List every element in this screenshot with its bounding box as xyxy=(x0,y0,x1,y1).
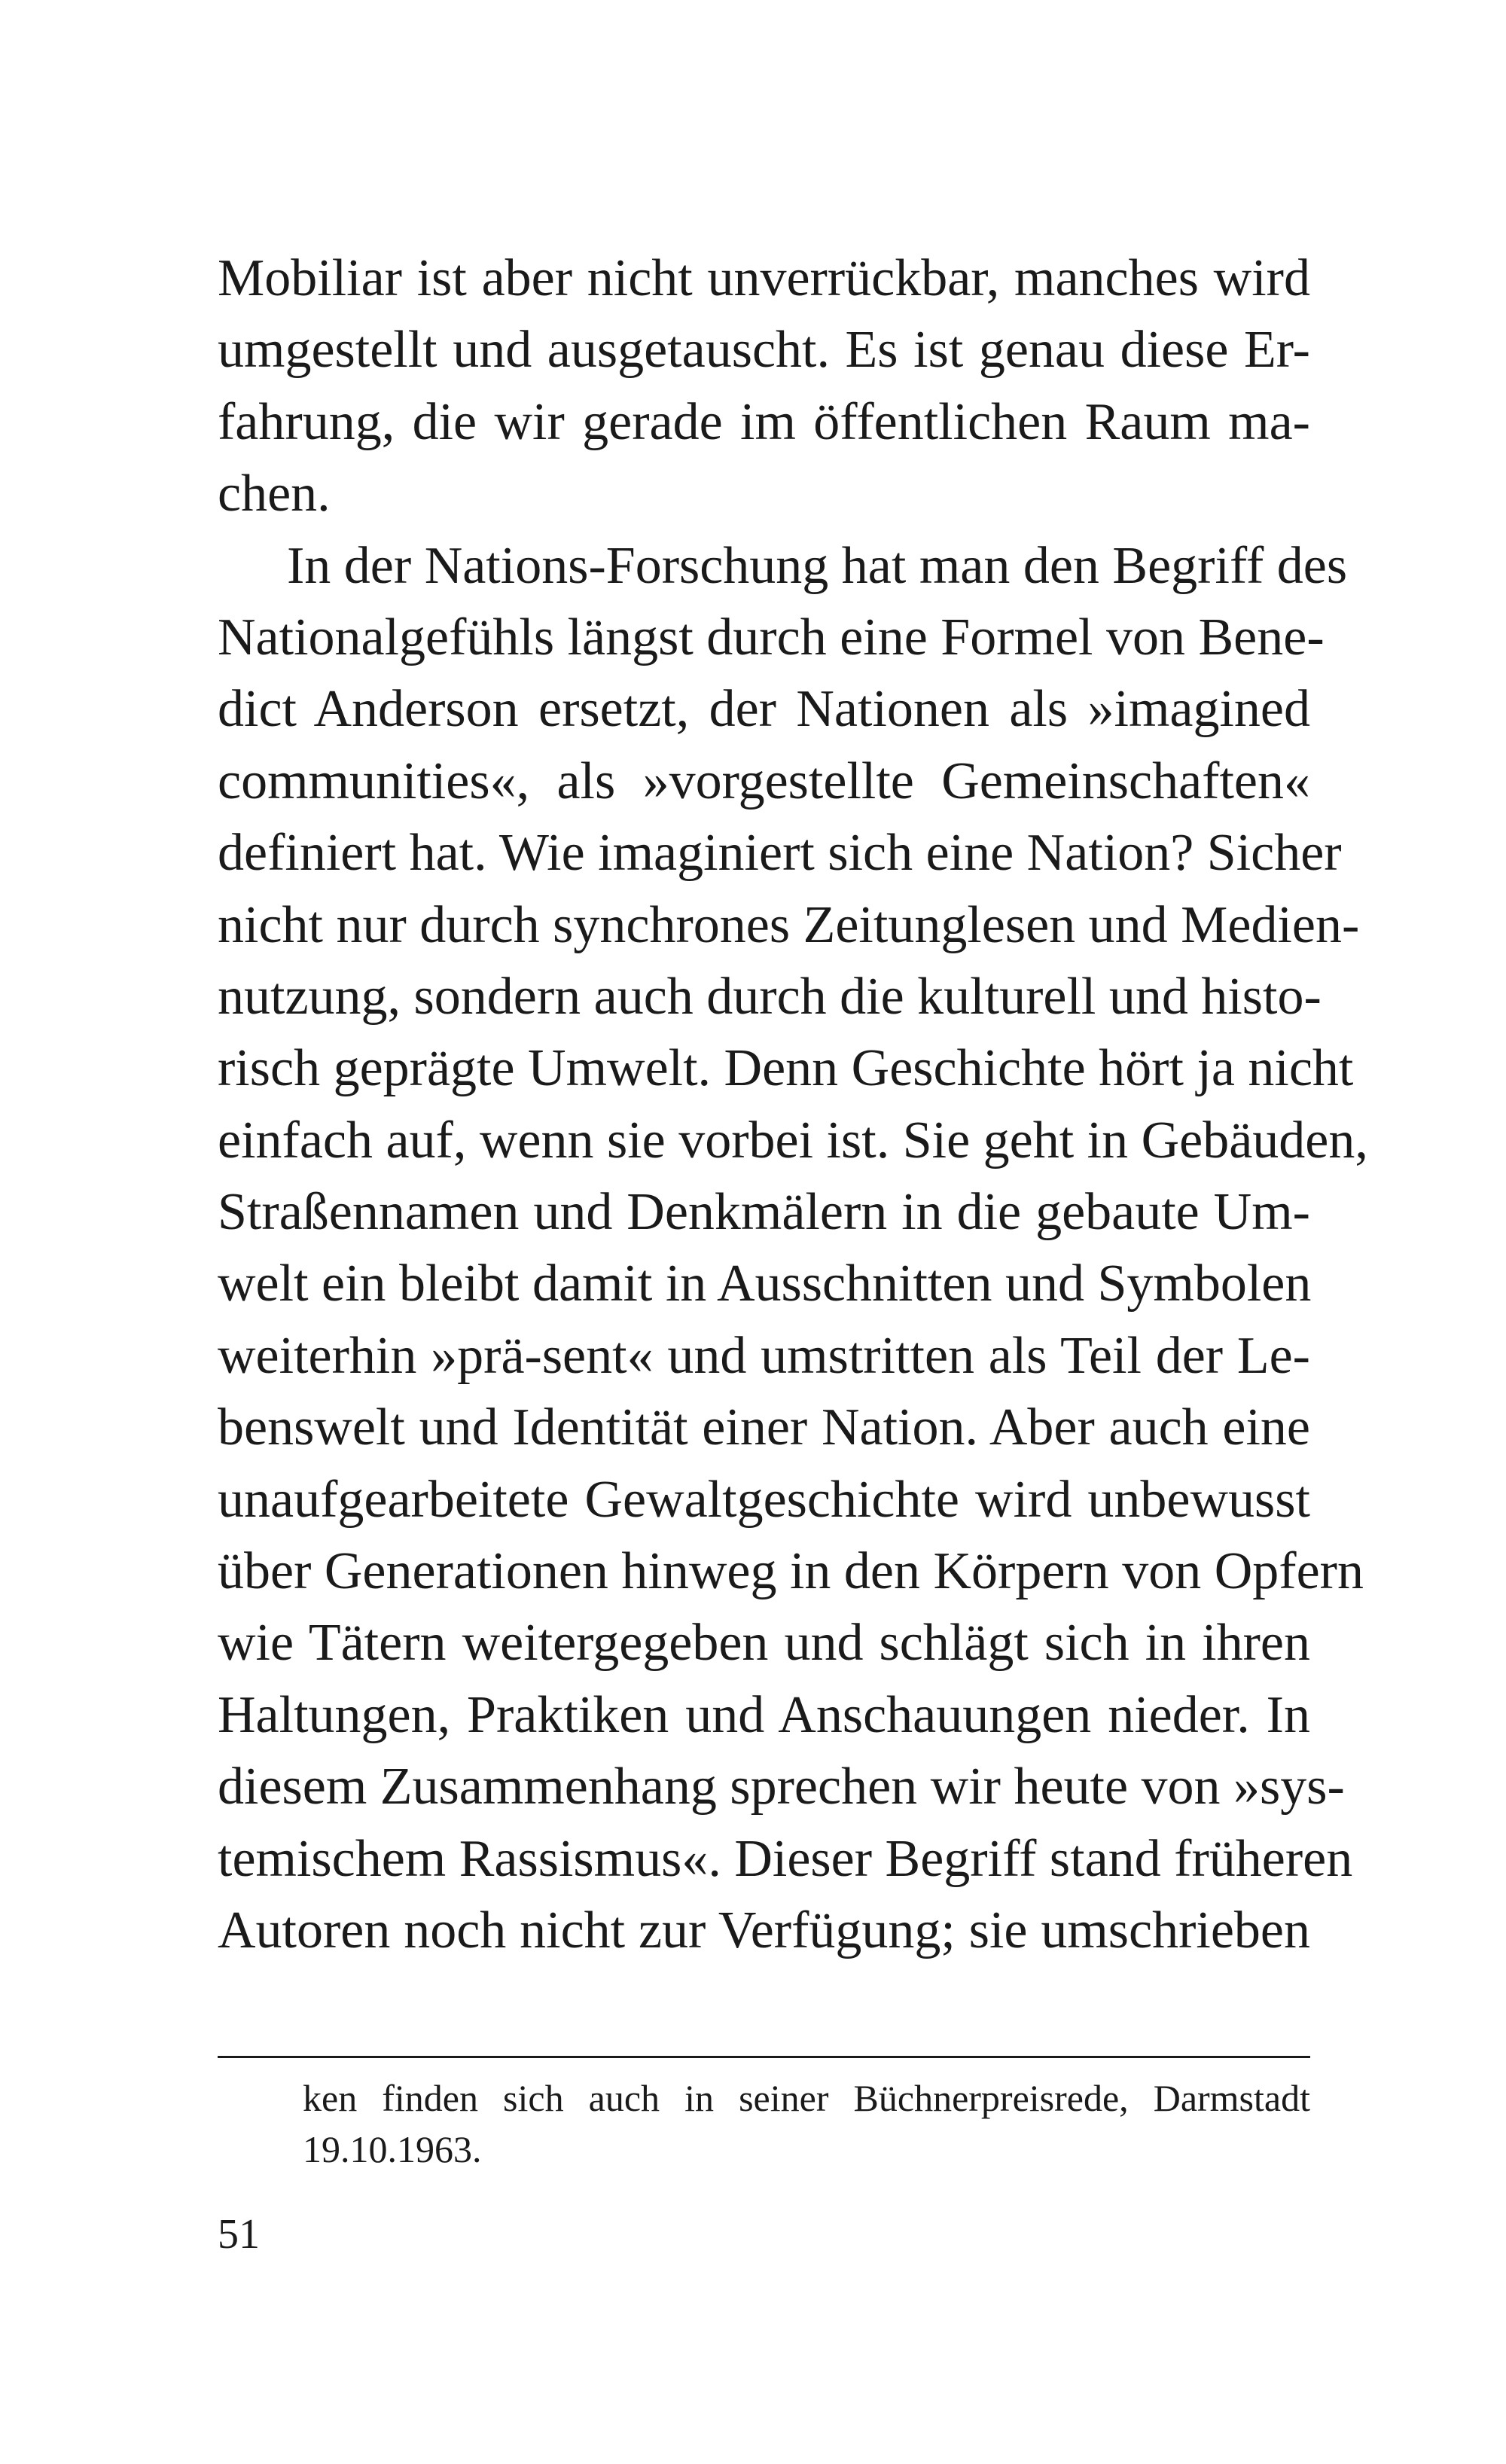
body-text xyxy=(218,242,1368,1966)
text-line: Nationalgefühls längst durch eine Formel von Bene- xyxy=(218,608,1325,666)
footnote-line: ken finden sich auch in seiner Büchnerpreisrede, Darmstadt xyxy=(303,2077,1310,2119)
text-line: welt ein bleibt damit in Ausschnitten und Symbolen xyxy=(218,1255,1312,1313)
text-line: risch geprägte Umwelt. Denn Geschichte hört ja nicht xyxy=(218,1039,1354,1098)
text-line: definiert hat. Wie imaginiert sich eine Nation? Sicher xyxy=(218,824,1342,883)
text-line: diesem Zusammenhang sprechen wir heute von »sys- xyxy=(218,1758,1345,1816)
text-line: nutzung, sondern auch durch die kulturell und histo- xyxy=(218,967,1322,1026)
text-line: benswelt und Identität einer Nation. Aber auch eine xyxy=(218,1398,1310,1457)
text-line: fahrung, die wir gerade im öffentlichen Raum ma- xyxy=(218,392,1310,451)
footnote-line: 19.10.1963. xyxy=(303,2128,482,2170)
paragraph-first-line: In der Nations-Forschung hat man den Begriff des xyxy=(287,536,1348,595)
text-line: umgestellt und ausgetauscht. Es ist genau diese Er- xyxy=(218,321,1310,380)
text-line: nicht nur durch synchrones Zeitunglesen und Medien- xyxy=(218,895,1360,954)
text-line: Haltungen, Praktiken und Anschauungen nieder. In xyxy=(218,1685,1310,1744)
text-line: weiterhin »prä-sent« und umstritten als Teil der Le- xyxy=(218,1326,1310,1385)
footnote xyxy=(303,2072,1310,2175)
text-line: Autoren noch nicht zur Verfügung; sie umschrieben xyxy=(218,1901,1310,1959)
footnote-divider xyxy=(218,2056,1310,2058)
text-line: einfach auf, wenn sie vorbei ist. Sie geht in Gebäuden, xyxy=(218,1111,1368,1169)
text-line: temischem Rassismus«. Dieser Begriff stand früheren xyxy=(218,1829,1353,1888)
text-line: Mobiliar ist aber nicht unverrückbar, manches wird xyxy=(218,249,1310,307)
text-line: chen. xyxy=(218,465,331,523)
text-line: dict Anderson ersetzt, der Nationen als »imagined xyxy=(218,680,1310,739)
text-line: über Generationen hinweg in den Körpern von Opfern xyxy=(218,1542,1364,1601)
text-line: wie Tätern weitergegeben und schlägt sich in ihren xyxy=(218,1614,1310,1673)
text-line: Straßennamen und Denkmälern in die gebaute Um- xyxy=(218,1183,1310,1242)
text-line: communities«, als »vorgestellte Gemeinschaften« xyxy=(218,752,1310,810)
text-line: unaufgearbeitete Gewaltgeschichte wird unbewusst xyxy=(218,1470,1310,1529)
page-number: 51 xyxy=(218,2211,260,2258)
